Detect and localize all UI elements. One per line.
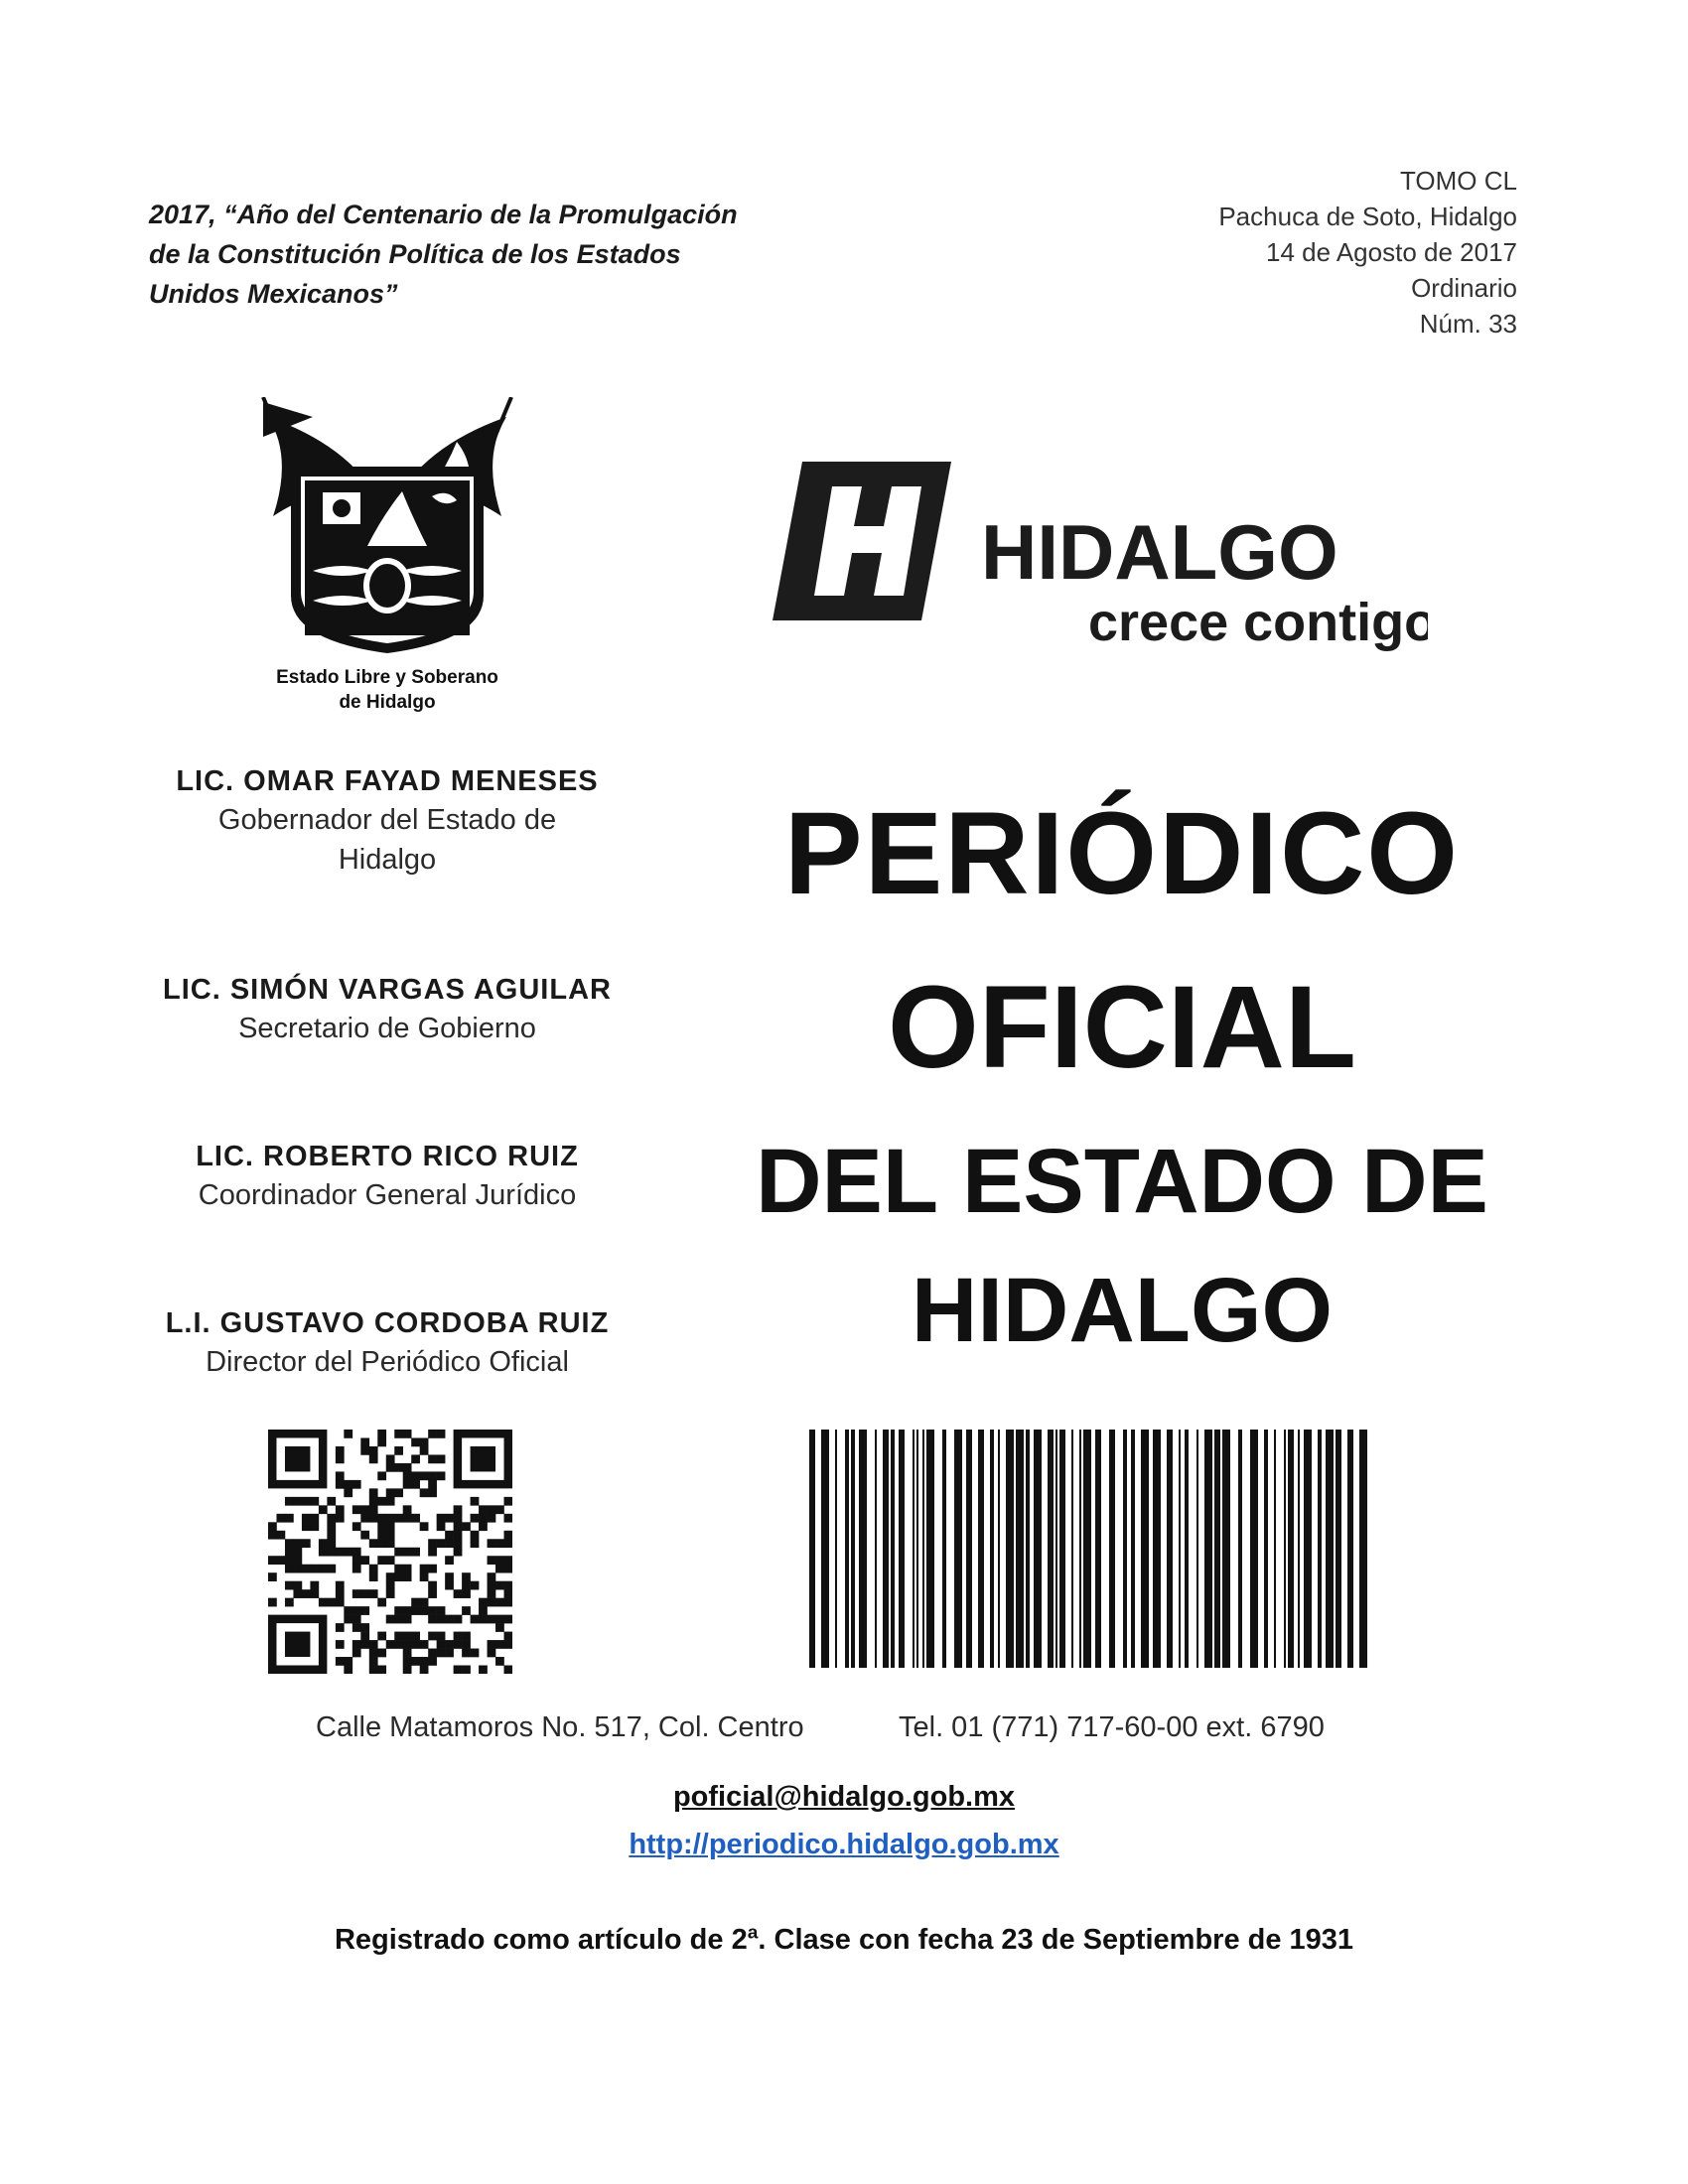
caption-line-2: de Hidalgo [339, 692, 436, 713]
official-role-cont: Hidalgo [338, 844, 437, 876]
website-link[interactable]: http://periodico.hidalgo.gob.mx [629, 1829, 1059, 1860]
official-secretary [139, 971, 635, 1048]
official-name: LIC. SIMÓN VARGAS AGUILAR [163, 974, 612, 1006]
qr-code-icon [268, 1430, 512, 1674]
hidalgo-brand-logo [773, 462, 1428, 660]
official-role: Gobernador del Estado de [217, 804, 557, 836]
issue-tomo: TOMO CL [1400, 166, 1517, 196]
title-line-1: PERIÓDICO [783, 788, 1461, 919]
brand-name: HIDALGO [981, 508, 1338, 596]
official-name: LIC. ROBERTO RICO RUIZ [196, 1141, 579, 1172]
motto-line-2: de la Constitución Política de los Estados [149, 239, 681, 269]
coat-of-arms-caption [238, 665, 536, 715]
title-line-3: DEL ESTADO DE [756, 1131, 1488, 1232]
official-role: Director del Periódico Oficial [206, 1346, 569, 1378]
issue-info [1100, 163, 1517, 341]
address: Calle Matamoros No. 517, Col. Centro [316, 1711, 804, 1743]
official-director [139, 1304, 635, 1382]
issue-type: Ordinario [1411, 273, 1517, 303]
brand-slogan: crece contigo [1088, 593, 1428, 652]
phone: Tel. 01 (771) 717-60-00 ext. 6790 [899, 1711, 1325, 1743]
title-line-4: HIDALGO [911, 1260, 1334, 1361]
official-coordinator [139, 1138, 635, 1215]
official-name: LIC. OMAR FAYAD MENESES [176, 765, 599, 797]
official-role: Secretario de Gobierno [238, 1013, 536, 1044]
registration-note: Registrado como artículo de 2ª. Clase con fecha 23 de Septiembre de 1931 [334, 1924, 1354, 1956]
title-line-2: OFICIAL [888, 962, 1356, 1093]
email-link[interactable]: poficial@hidalgo.gob.mx [672, 1781, 1016, 1813]
motto-line-1: 2017, “Año del Centenario de la Promulgación [149, 200, 738, 229]
barcode-icon [809, 1430, 1370, 1668]
official-governor [139, 762, 635, 880]
issue-date: 14 de Agosto de 2017 [1265, 237, 1517, 267]
h-logo-icon [773, 462, 1428, 660]
year-motto [149, 195, 844, 314]
official-role: Coordinador General Jurídico [198, 1179, 577, 1211]
issue-place: Pachuca de Soto, Hidalgo [1218, 202, 1517, 231]
issue-number: Núm. 33 [1419, 309, 1517, 339]
official-name: L.I. GUSTAVO CORDOBA RUIZ [165, 1307, 610, 1339]
caption-line-1: Estado Libre y Soberano [276, 667, 498, 688]
motto-line-3: Unidos Mexicanos” [149, 279, 398, 309]
